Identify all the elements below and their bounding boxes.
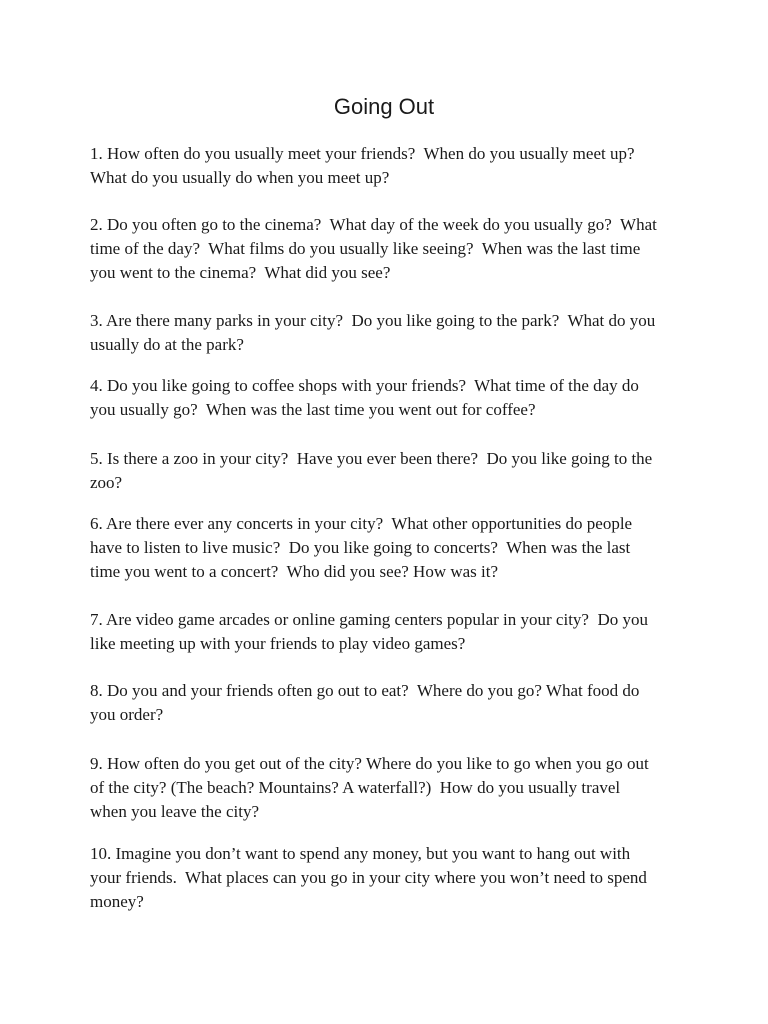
question-3: 3. Are there many parks in your city? Do you like going to the park? What do you usually do at the park? xyxy=(90,311,656,354)
question-2: 2. Do you often go to the cinema? What day of the week do you usually go? What time of the day? What films do you usually like seeing? When was the last time you went to the cinema? What did you see? xyxy=(90,215,657,282)
question-5: 5. Is there a zoo in your city? Have you ever been there? Do you like going to the zoo? xyxy=(90,449,653,492)
question-6: 6. Are there ever any concerts in your city? What other opportunities do people have to listen to live music? Do you like going to concerts? When was the last time you went to a concert? Who did you see? How was it? xyxy=(90,514,633,581)
question-1: 1. How often do you usually meet your friends? When do you usually meet up? What do you usually do when you meet up? xyxy=(90,144,635,187)
question-8: 8. Do you and your friends often go out to eat? Where do you go? What food do you order? xyxy=(90,681,640,724)
question-4: 4. Do you like going to coffee shops with your friends? What time of the day do you usually go? When was the last time you went out for coffee? xyxy=(90,376,639,419)
question-10: 10. Imagine you don’t want to spend any money, but you want to hang out with your friends. What places can you go in your city where you won’t need to spend money? xyxy=(90,844,647,911)
page-title: Going Out xyxy=(333,94,435,119)
question-9: 9. How often do you get out of the city? Where do you like to go when you go out of the city? (The beach? Mountains? A waterfall?) How do you usually travel when you leave the city? xyxy=(90,754,649,821)
question-7: 7. Are video game arcades or online gaming centers popular in your city? Do you like meeting up with your friends to play video games? xyxy=(90,610,648,653)
